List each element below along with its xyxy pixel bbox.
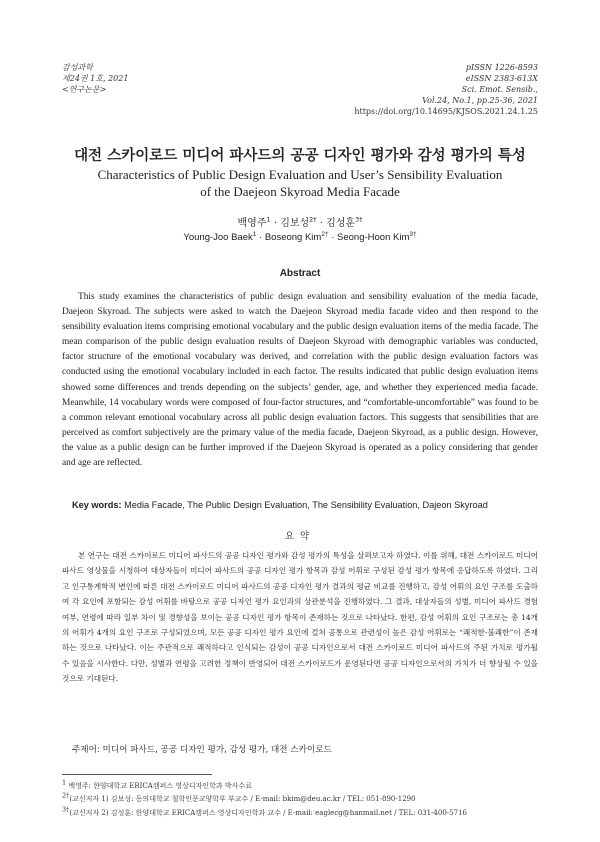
journal-header-right [354, 62, 538, 117]
korean-keywords-text: 미디어 파사드, 공공 디자인 평가, 감성 평가, 대전 스카이로드 [102, 745, 332, 755]
author-separator: · [328, 232, 338, 243]
footnote-mark: 2† [62, 791, 70, 800]
title-english [0, 166, 600, 200]
footnotes [62, 780, 538, 820]
author-mark: 3† [355, 215, 363, 224]
author-separator: · [316, 218, 327, 229]
title-english-line2: of the Daejeon Skyroad Media Facade [200, 184, 400, 199]
authors-english [0, 232, 600, 243]
eissn: eISSN 2383-613X [465, 74, 538, 83]
keywords [72, 500, 488, 510]
footnote-mark: 3† [62, 805, 70, 814]
author-mark: 1 [252, 230, 257, 238]
author-name: Seong-Hoon Kim [337, 232, 410, 243]
footnote-mark: 1 [62, 778, 67, 787]
volume-pages: Vol.24, No.1, pp.25-36, 2021 [422, 96, 538, 105]
author-name: Young-Joo Baek [183, 232, 253, 243]
footnote-text: (교신저자 2) 김성훈: 한양대학교 ERICA캠퍼스 영상디자인학과 교수 / E-mail: eaglecg@hanmail.net / TEL: 031-400-5716 [69, 808, 467, 817]
author-separator: · [270, 218, 281, 229]
pissn: pISSN 1226-8593 [465, 63, 538, 72]
author-mark: 2† [321, 230, 329, 238]
korean-abstract-heading: 요약 [284, 531, 316, 542]
korean-keywords [72, 743, 332, 755]
footnote-item [62, 807, 538, 820]
abstract-heading: Abstract [279, 268, 321, 279]
footnote-divider [62, 774, 212, 775]
article-type: <연구논문> [62, 85, 107, 94]
journal-header-left [62, 62, 128, 95]
footnote-item [62, 780, 538, 793]
korean-abstract-text: 본 연구는 대전 스카이로드 미디어 파사드의 공공 디자인 평가와 감성 평가의 특성을 살펴보고자 하였다. 이를 위해, 대전 스카이로드 미디어 파사드 영상물을 시청하여 대상자들이 미디어 파사드의 공공 디자인 평가 항목과 감성 어휘로 구성된 감성 평가 항목에 응답하도록 하였다. 그리고 인구통계학적 변인에 따른 대전 스카이로드 미디어 파사드의 공공 디자인 평가 결과의 평균 비교를 진행하고, 감성 어휘의 요인 구조를 도출하여 각 요인에 포함되는 감성 어휘를 바탕으로 공공 디자인 평가 요인과의 상관분석을 진행하였다. 그 결과, 대상자들의 성별, 미디어 파사드 경험 여부, 연령에 따라 일부 차이 및 경향성을 보이는 공공 디자인 평가 항목이 존재하는 것으로 나타났다. 한편, 감성 어휘의 요인 구조로는 총 14개의 어휘가 4개의 요인 구조로 구성되었으며, 모든 공공 디자인 평가 요인에 걸쳐 공통으로 관련성이 높은 감성 어휘로는 “쾌적한-불쾌한”이 존재하는 것으로 나타났다. 이는 주관적으로 쾌적하다고 인식되는 감성이 공공 디자인으로서 대전 스카이로드 미디어 파사드의 주된 가치로 평가될 수 있음을 시사한다. 다만, 성별과 연령을 고려한 정책이 반영되어 대전 스카이로드가 운영된다면 공공 디자인으로서의 가치가 더 향상될 수 있을 것으로 기대된다. [62, 551, 538, 684]
author-mark: 1 [266, 215, 271, 224]
author-separator: · [256, 232, 265, 243]
author-name: Boseong Kim [264, 232, 322, 243]
author-name: 김성훈 [326, 218, 356, 229]
doi-link[interactable]: https://doi.org/10.14695/KJSOS.2021.24.1.25 [354, 107, 538, 116]
title-english-line1: Characteristics of Public Design Evaluation and User’s Sensibility Evaluation [97, 167, 503, 182]
author-name: 백영주 [237, 218, 267, 229]
author-mark: 2† [309, 215, 317, 224]
journal-abbrev: Sci. Emot. Sensib., [461, 85, 538, 94]
authors-korean [0, 214, 600, 229]
journal-name: 감성과학 [62, 63, 93, 72]
author-mark: 3† [409, 230, 417, 238]
footnote-item [62, 793, 538, 806]
journal-volume: 제24권 1호, 2021 [62, 74, 129, 83]
title-korean: 대전 스카이로드 미디어 파사드의 공공 디자인 평가와 감성 평가의 특성 [74, 148, 526, 164]
footnote-text: 백영주: 한양대학교 ERICA캠퍼스 영상디자인학과 박사수료 [68, 782, 252, 790]
footnote-text: (교신저자 1) 김보성: 동의대학교 철학인문교양학부 부교수 / E-mail: bkim@deu.ac.kr / TEL: 051-890-1290 [69, 795, 416, 804]
author-name: 김보성 [280, 218, 310, 229]
abstract-text: This study examines the characteristics of public design evaluation and sensibility evaluation of the media facade, Daejeon Skyroad. The subjects were asked to watch the Daejeon Skyroad media facade video and then respond to the sensibility evaluation items comprising emotional vocabulary and the public design evaluation items of the media facade. The mean comparison of the public design evaluation results of Daejeon Skyroad with demographic variables was conducted, factor structure of the emotional vocabulary was derived, and correlation with the public design evaluation factors was conducted using the emotional vocabulary included in each factor. The results indicated that public design evaluation items showed some differences and trends depending on the subjects’ gender, age, and whether they experienced media facade. Meanwhile, 14 vocabulary words were composed of four-factor structures, and “comfortable-uncomfortable” was found to be a common relevant emotional vocabulary across all public design evaluation factors. This suggests that sensibilities that are perceived as comfort subjectively are the primary value of the media facade, Daejeon Skyroad, as a public design. However, the value as a public design can be further improved if the Daejeon Skyroad is operated as a policy considering that gender and age are reflected. [62, 292, 538, 469]
keywords-label: Key words: [72, 500, 122, 510]
korean-keywords-label: 주제어: [72, 745, 100, 755]
keywords-text: Media Facade, The Public Design Evaluation, The Sensibility Evaluation, Dajeon Skyroad [124, 500, 488, 510]
